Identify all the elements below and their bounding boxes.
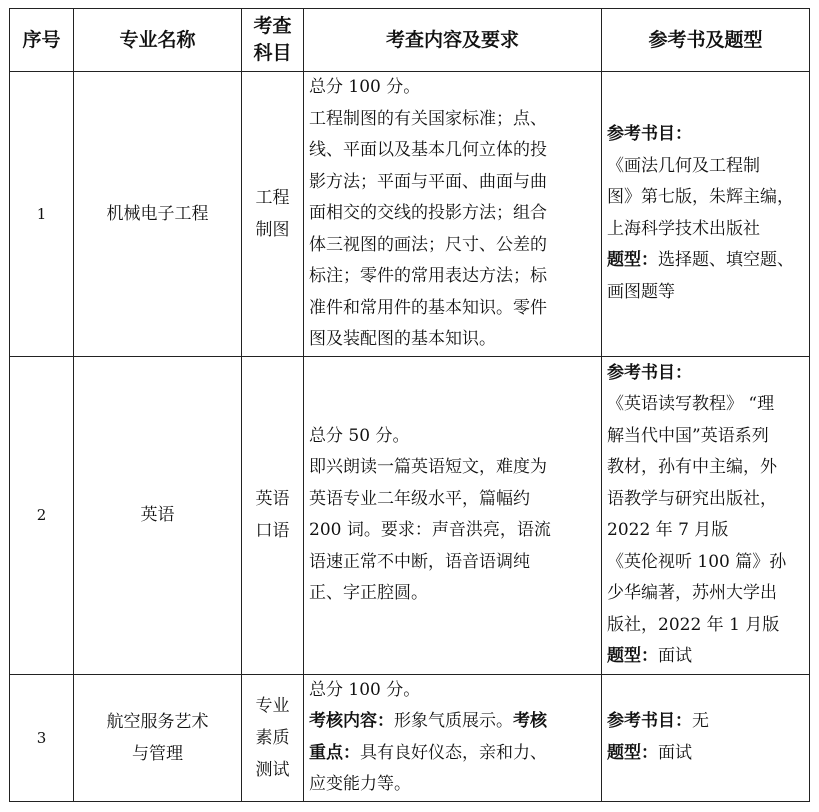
content-line: 总分 50 分。 bbox=[309, 425, 410, 446]
major-line: 航空服务艺术 bbox=[106, 711, 209, 732]
subject-line: 测试 bbox=[255, 759, 290, 780]
assessment-focus-label-b: 重点： bbox=[309, 742, 360, 763]
row-major: 机械电子工程 bbox=[74, 72, 242, 357]
assessment-focus-label-a: 考核 bbox=[513, 711, 547, 731]
subject-line: 专业 bbox=[255, 695, 290, 716]
assessment-focus-text: 具有良好仪态，亲和力、 bbox=[360, 742, 547, 763]
ref-books-label: 参考书目： bbox=[607, 124, 692, 145]
header-index: 序号 bbox=[10, 9, 74, 72]
subject-line: 素质 bbox=[255, 727, 290, 748]
exam-requirements-table bbox=[9, 8, 810, 802]
ref-book-line: 版社，2022 年 1 月版 bbox=[607, 614, 780, 635]
question-type-value: 画图题等 bbox=[607, 281, 675, 302]
content-line: 即兴朗读一篇英语短文，难度为 bbox=[309, 457, 547, 477]
ref-book-line: 2022 年 7 月版 bbox=[607, 520, 729, 540]
row-reference bbox=[602, 356, 810, 674]
question-type-label: 题型： bbox=[607, 646, 658, 666]
content-line: 总分 100 分。 bbox=[309, 679, 421, 700]
ref-books-label: 参考书目： bbox=[607, 711, 692, 731]
ref-book-line: 《英伦视听 100 篇》孙 bbox=[607, 551, 787, 572]
header-content: 考查内容及要求 bbox=[304, 9, 602, 72]
row-subject bbox=[242, 356, 304, 674]
subject-line: 制图 bbox=[255, 219, 290, 240]
row-major: 英语 bbox=[74, 356, 242, 674]
ref-book-line: 教材，孙有中主编，外 bbox=[607, 457, 777, 477]
row-content bbox=[304, 674, 602, 801]
content-line: 准件和常用件的基本知识。零件 bbox=[309, 297, 547, 318]
content-line: 体三视图的画法；尺寸、公差的 bbox=[309, 234, 547, 255]
question-type-label: 题型： bbox=[607, 250, 658, 271]
question-type-value: 面试 bbox=[658, 646, 692, 666]
header-subject bbox=[242, 9, 304, 72]
subject-line: 工程 bbox=[255, 187, 290, 208]
row-reference bbox=[602, 674, 810, 801]
ref-books-value: 无 bbox=[692, 711, 709, 731]
content-line: 正、字正腔圆。 bbox=[309, 583, 428, 603]
header-subject-line2: 科目 bbox=[253, 42, 292, 64]
content-line: 200 词。要求：声音洪亮，语流 bbox=[309, 520, 551, 540]
ref-book-line: 少华编著，苏州大学出 bbox=[607, 583, 777, 603]
content-line: 线、平面以及基本几何立体的投 bbox=[309, 140, 547, 160]
header-subject-line1: 考查 bbox=[253, 15, 292, 37]
table-row bbox=[10, 356, 810, 674]
content-line: 图及装配图的基本知识。 bbox=[309, 329, 496, 349]
row-content bbox=[304, 72, 602, 357]
table-row bbox=[10, 72, 810, 357]
content-line: 总分 100 分。 bbox=[309, 77, 421, 97]
subject-line: 口语 bbox=[255, 521, 290, 541]
ref-book-line: 解当代中国”英语系列 bbox=[607, 425, 769, 446]
question-type-value: 选择题、填空题、 bbox=[658, 250, 794, 271]
assessment-content-label: 考核内容： bbox=[309, 711, 394, 731]
header-major: 专业名称 bbox=[74, 9, 242, 72]
content-line: 应变能力等。 bbox=[309, 774, 411, 794]
question-type-label: 题型： bbox=[607, 742, 658, 763]
content-line: 工程制图的有关国家标准；点、 bbox=[309, 108, 547, 129]
row-content bbox=[304, 356, 602, 674]
ref-book-line: 上海科学技术出版社 bbox=[607, 218, 760, 239]
row-reference bbox=[602, 72, 810, 357]
major-line: 与管理 bbox=[132, 743, 183, 764]
content-line: 影方法；平面与平面、曲面与曲 bbox=[309, 171, 547, 192]
row-subject bbox=[242, 72, 304, 357]
row-index: 1 bbox=[10, 72, 74, 357]
ref-book-line: 语教学与研究出版社， bbox=[607, 488, 777, 509]
ref-books-label: 参考书目： bbox=[607, 362, 692, 383]
header-row bbox=[10, 9, 810, 72]
row-index: 3 bbox=[10, 674, 74, 801]
content-line: 语速正常不中断，语音语调纯 bbox=[309, 551, 530, 572]
header-reference: 参考书及题型 bbox=[602, 9, 810, 72]
ref-book-line: 《画法几何及工程制 bbox=[607, 155, 760, 176]
ref-book-line: 图》第七版，朱辉主编， bbox=[607, 187, 794, 208]
table-row bbox=[10, 674, 810, 801]
assessment-content-text: 形象气质展示。 bbox=[394, 711, 513, 731]
subject-line: 英语 bbox=[255, 489, 290, 509]
row-major bbox=[74, 674, 242, 801]
ref-book-line: 《英语读写教程》 “理 bbox=[607, 394, 775, 414]
row-index: 2 bbox=[10, 356, 74, 674]
content-line: 英语专业二年级水平，篇幅约 bbox=[309, 488, 530, 509]
content-line: 面相交的交线的投影方法；组合 bbox=[309, 203, 547, 223]
question-type-value: 面试 bbox=[658, 742, 692, 763]
content-line: 标注；零件的常用表达方法；标 bbox=[309, 266, 547, 286]
row-subject bbox=[242, 674, 304, 801]
